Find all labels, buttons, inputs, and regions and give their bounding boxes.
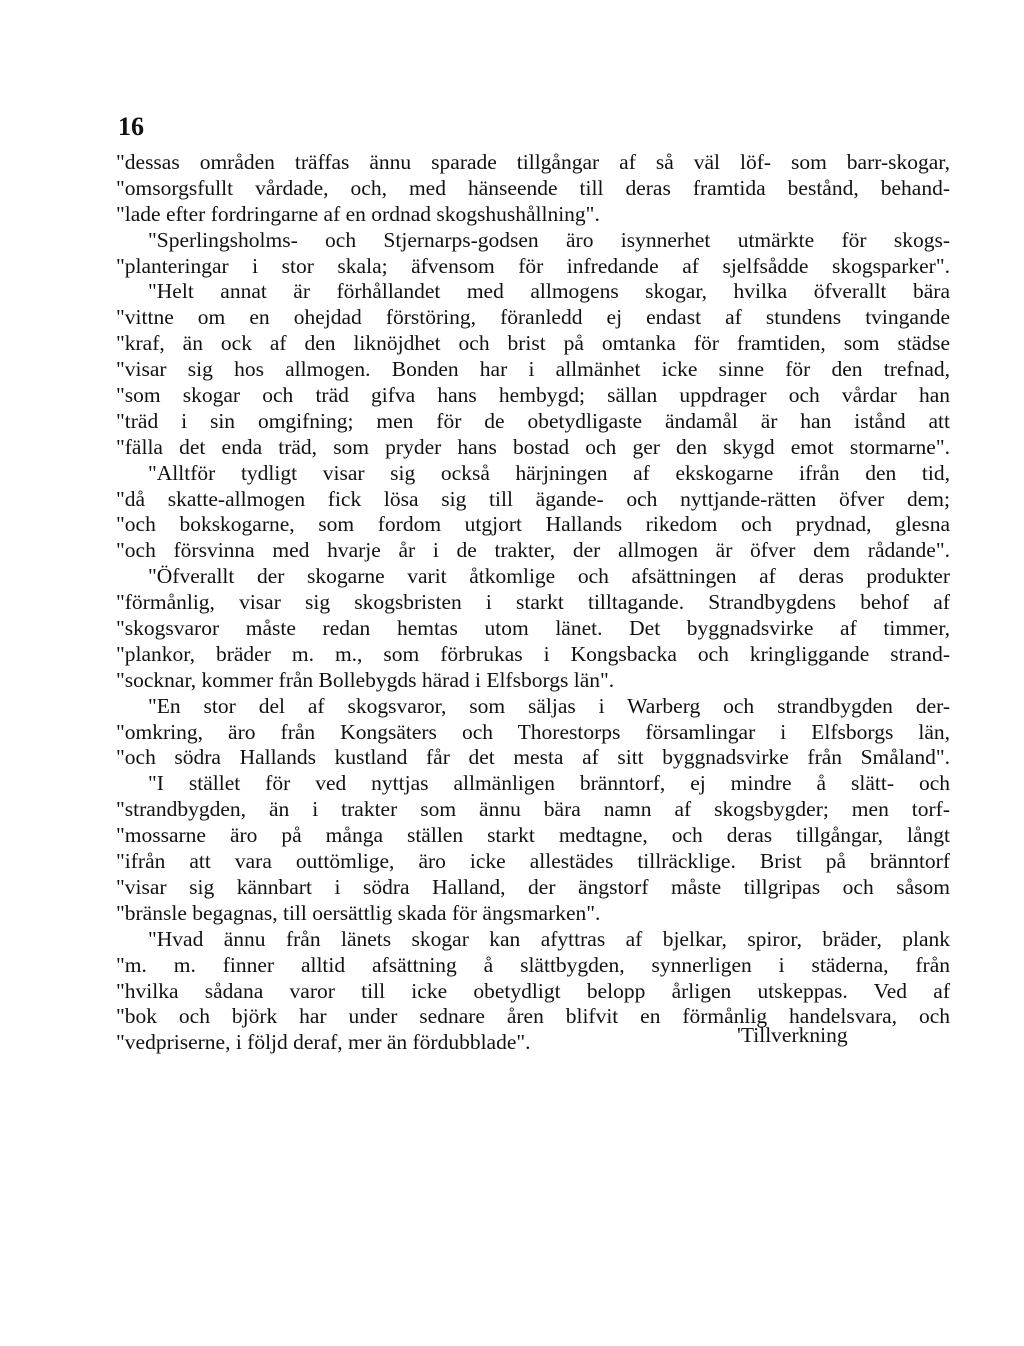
text-line: "En stor del af skogsvaror, som säljas i Warberg och strandbygden der- [148, 693, 950, 718]
text-line: "plankor, bräder m. m., som förbrukas i Kongsbacka och kringliggande strand- [116, 641, 950, 666]
text-line: "omkring, äro från Kongsäters och Thorestorps församlingar i Elfsborgs län, [116, 719, 950, 744]
text-line: "visar sig kännbart i södra Halland, der ängstorf måste tillgripas och såsom [116, 874, 950, 899]
text-line: "omsorgsfullt vårdade, och, med hänseende till deras framtida bestånd, behand- [116, 175, 950, 200]
text-line: "vedpriserne, i följd deraf, mer än fördubblade". [116, 1030, 531, 1055]
text-line: "planteringar i stor skala; äfvensom för infredande af sjelfsådde skogsparker". [116, 253, 950, 278]
text-line: "Sperlingsholms- och Stjernarps-godsen äro isynnerhet utmärkte för skogs- [148, 227, 950, 252]
text-line: "fälla det enda träd, som pryder hans bostad och ger den skygd emot stormarne". [116, 434, 950, 459]
text-line: "I stället för ved nyttjas allmänligen bränntorf, ej mindre å slätt- och [148, 771, 950, 796]
body-text [116, 150, 950, 1056]
text-line: "som skogar och träd gifva hans hembygd; sällan uppdrager och vårdar han [116, 383, 950, 408]
text-line: "strandbygden, än i trakter som ännu bära namn af skogsbygder; men torf- [116, 797, 950, 822]
text-line: "bok och björk har under sednare åren blifvit en förmånlig handelsvara, och [116, 1004, 950, 1029]
text-line: "Hvad ännu från länets skogar kan afyttras af bjelkar, spiror, bräder, plank [148, 926, 950, 951]
text-line: "Öfverallt der skogarne varit åtkomlige och afsättningen af deras produkter [148, 564, 950, 589]
text-line: "lade efter fordringarne af en ordnad skogshushållning". [116, 201, 600, 226]
text-line: "hvilka sådana varor till icke obetydligt belopp årligen utskeppas. Ved af [116, 978, 950, 1003]
catchword: 'Tillverkning [737, 1023, 848, 1047]
text-line: "och försvinna med hvarje år i de trakter, der allmogen är öfver dem rådande". [116, 538, 950, 563]
page-number: 16 [118, 112, 144, 141]
text-line: "då skatte-allmogen fick lösa sig till ägande- och nyttjande-rätten öfver dem; [116, 486, 950, 511]
text-line: "kraf, än ock af den liknöjdhet och brist på omtanka för framtiden, som städse [116, 331, 950, 356]
text-line: "förmånlig, visar sig skogsbristen i starkt tilltagande. Strandbygdens behof af [116, 590, 950, 615]
text-line: "bränsle begagnas, till oersättlig skada för ängsmarken". [116, 900, 601, 925]
text-line: "Helt annat är förhållandet med allmogens skogar, hvilka öfverallt bära [148, 279, 950, 304]
text-line: "vittne om en ohejdad förstöring, föranledd ej endast af stundens tvingande [116, 305, 950, 330]
text-line: "m. m. finner alltid afsättning å slättbygden, synnerligen i städerna, från [116, 952, 950, 977]
text-line: "visar sig hos allmogen. Bonden har i allmänhet icke sinne för den trefnad, [116, 357, 950, 382]
text-line: "ifrån att vara outtömlige, äro icke allestädes tillräcklige. Brist på bränntorf [116, 849, 950, 874]
text-line: "Alltför tydligt visar sig också härjningen af ekskogarne ifrån den tid, [148, 460, 950, 485]
text-line: "träd i sin omgifning; men för de obetydligaste ändamål är han istånd att [116, 408, 950, 433]
text-line: "socknar, kommer från Bollebygds härad i Elfsborgs län". [116, 667, 615, 692]
text-line: "och bokskogarne, som fordom utgjort Hallands rikedom och prydnad, glesna [116, 512, 950, 537]
text-line: "dessas områden träffas ännu sparade tillgångar af så väl löf- som barr-skogar, [116, 150, 950, 174]
text-line: "mossarne äro på många ställen starkt medtagne, och deras tillgångar, långt [116, 823, 950, 848]
text-line: "skogsvaror måste redan hemtas utom länet. Det byggnadsvirke af timmer, [116, 616, 950, 641]
text-line: "och södra Hallands kustland får det mesta af sitt byggnadsvirke från Småland". [116, 745, 950, 770]
